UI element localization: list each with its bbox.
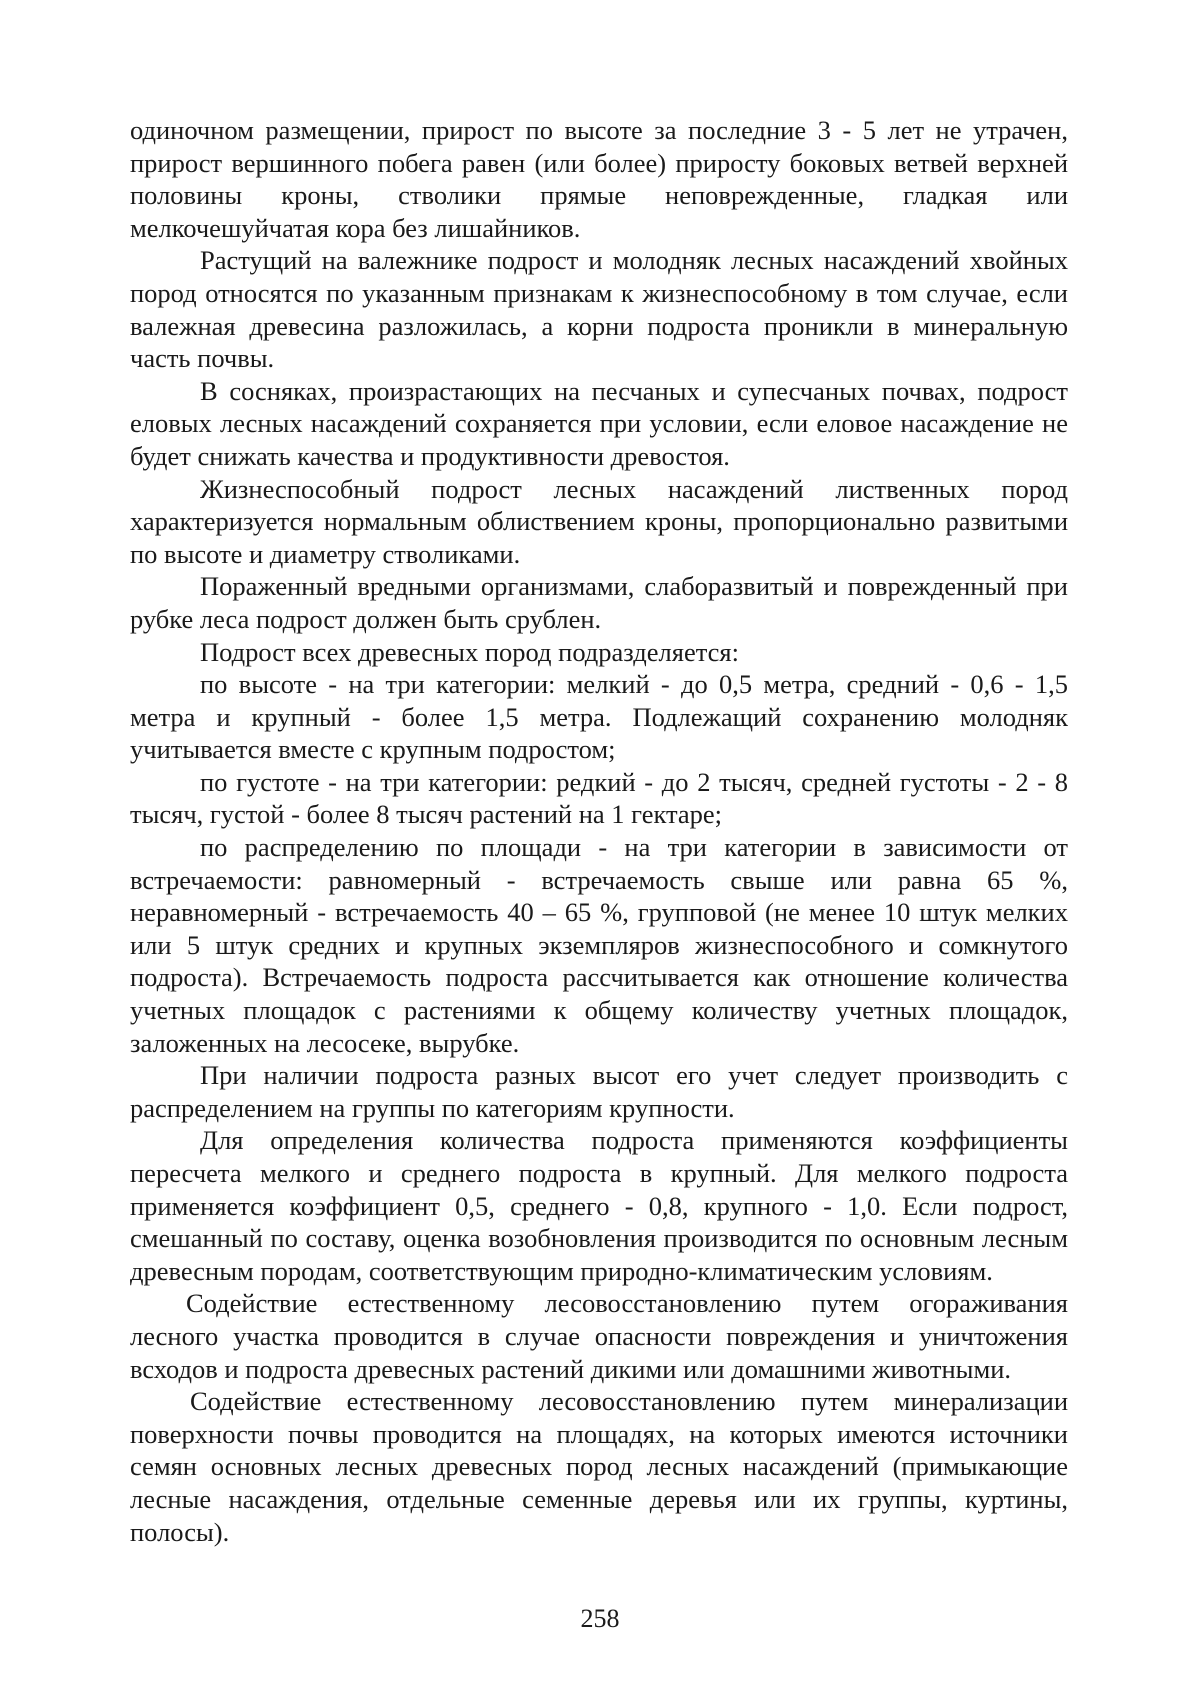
paragraph: При наличии подроста разных высот его учет следует производить с распределением на группы по категориям крупности. [130, 1060, 1068, 1123]
paragraph: Для определения количества подроста применяются коэффициенты пересчета мелкого и среднего подроста в крупный. Для мелкого подроста применяется коэффициент 0,5, среднего - 0,8, крупного - 1,0. Если подрост, смешанный по составу, оценка возобновления производится по основным лесным древесным породам, соответствующим природно-климатическим условиям. [130, 1125, 1068, 1286]
list-item: по распределению по площади - на три категории в зависимости от встречаемости: равномерный - встречаемость свыше или равна 65 %, неравномерный - встречаемость 40 – 65 %, групповой (не менее 10 штук мелких или 5 штук средних и крупных экземпляров жизнеспособного и сомкнутого подроста). Встречаемость подроста рассчитывается как отношение количества учетных площадок с растениями к общему количеству учетных площадок, заложенных на лесосеке, вырубке. [130, 832, 1068, 1058]
paragraph: Содействие естественному лесовосстановлению путем огораживания лесного участка проводится в случае опасности повреждения и уничтожения всходов и подроста древесных растений дикими или домашними животными. [130, 1288, 1068, 1384]
list-item: по высоте - на три категории: мелкий - до 0,5 метра, средний - 0,6 - 1,5 метра и крупный - более 1,5 метра. Подлежащий сохранению молодняк учитывается вместе с крупным подростом; [130, 669, 1068, 765]
paragraph: Пораженный вредными организмами, слаборазвитый и поврежденный при рубке леса подрост должен быть срублен. [130, 571, 1068, 634]
list-item: по густоте - на три категории: редкий - до 2 тысяч, средней густоты - 2 - 8 тысяч, густой - более 8 тысяч растений на 1 гектаре; [130, 766, 1068, 830]
page-number: 258 [580, 1604, 620, 1633]
paragraph: Жизнеспособный подрост лесных насаждений лиственных пород характеризуется нормальным облиствением кроны, пропорционально развитыми по высоте и диаметру стволиками. [130, 473, 1068, 569]
body-text [130, 114, 1068, 1548]
paragraph: Подрост всех древесных пород подразделяется: [200, 636, 739, 667]
paragraph-continuation: одиночном размещении, прирост по высоте за последние 3 - 5 лет не утрачен, прирост вершинного побега равен (или более) приросту боковых ветвей верхней половины кроны, стволики прямые неповрежденные, гладкая или мелкочешуйчатая кора без лишайников. [130, 115, 1068, 243]
paragraph: Растущий на валежнике подрост и молодняк лесных насаждений хвойных пород относятся по указанным признакам к жизнеспособному в том случае, если валежная древесина разложилась, а корни подроста проникли в минеральную часть почвы. [130, 245, 1068, 374]
paragraph: В сосняках, произрастающих на песчаных и супесчаных почвах, подрост еловых лесных насаждений сохраняется при условии, если еловое насаждение не будет снижать качества и продуктивности древостоя. [130, 375, 1068, 471]
paragraph: Содействие естественному лесовосстановлению путем минерализации поверхности почвы проводится на площадях, на которых имеются источники семян основных лесных древесных пород лесных насаждений (примыкающие лесные насаждения, отдельные семенные деревья или их группы, куртины, полосы). [130, 1386, 1068, 1547]
